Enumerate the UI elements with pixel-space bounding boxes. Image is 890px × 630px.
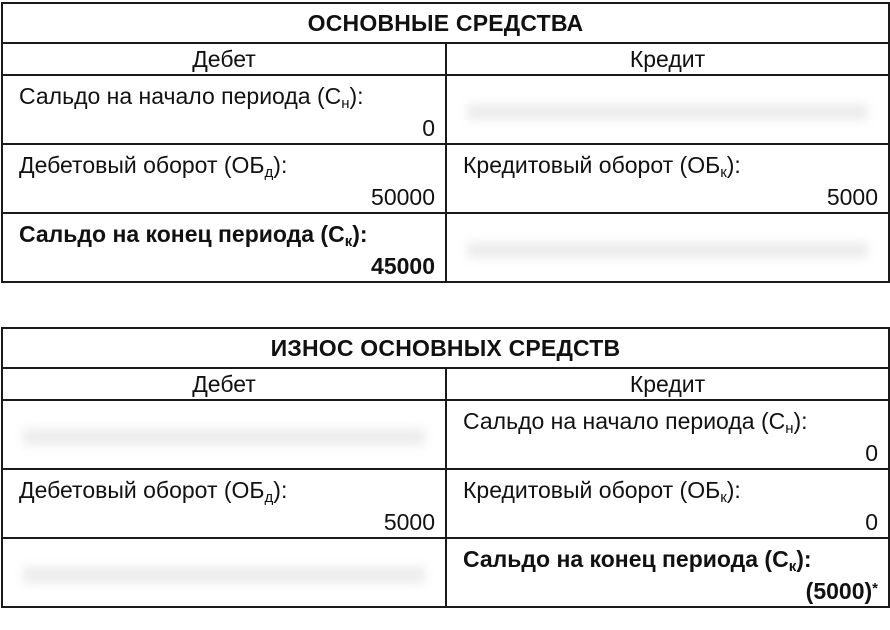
blurred-content xyxy=(467,104,868,120)
credit-turnover-label xyxy=(447,470,888,504)
opening-balance-label-suffix: ): xyxy=(793,408,808,434)
debit-closing-balance-cell xyxy=(2,213,446,282)
opening-balance-label xyxy=(3,76,445,110)
debit-turnover-cell xyxy=(2,144,446,213)
closing-balance-subscript: к xyxy=(788,558,797,575)
debit-turnover-value: 5000 xyxy=(383,509,435,535)
opening-balance-subscript: н xyxy=(785,420,794,437)
closing-balance-label-text: Сальдо на конец периода (С xyxy=(19,221,345,247)
credit-opening-balance-cell xyxy=(446,400,889,469)
closing-balance-label-suffix: ): xyxy=(352,221,368,247)
credit-turnover-value: 0 xyxy=(865,509,878,535)
credit-blank-cell xyxy=(446,213,889,282)
credit-turnover-subscript: к xyxy=(720,489,727,506)
debit-turnover-label-text: Дебетовый оборот (ОБ xyxy=(19,152,265,178)
credit-turnover-cell xyxy=(446,469,889,538)
credit-turnover-cell xyxy=(446,144,889,213)
debit-header: Дебет xyxy=(2,368,446,400)
closing-balance-label-suffix: ): xyxy=(796,546,812,572)
opening-balance-label-suffix: ): xyxy=(349,83,364,109)
credit-blank-cell xyxy=(446,75,889,144)
blurred-content xyxy=(467,242,868,258)
closing-balance-label-text: Сальдо на конец периода (С xyxy=(463,546,789,572)
credit-header: Кредит xyxy=(446,368,889,400)
debit-header: Дебет xyxy=(2,43,446,75)
credit-turnover-subscript: к xyxy=(720,164,727,181)
closing-balance-subscript: к xyxy=(344,233,353,250)
opening-balance-value: 0 xyxy=(865,440,878,466)
closing-balance-amount: (5000) xyxy=(805,578,873,604)
closing-balance-label xyxy=(447,539,888,573)
credit-turnover-label-text: Кредитовый оборот (ОБ xyxy=(463,477,721,503)
debit-turnover-label xyxy=(3,145,445,179)
blurred-content xyxy=(23,567,425,583)
opening-balance-label xyxy=(447,401,888,435)
credit-turnover-label-text: Кредитовый оборот (ОБ xyxy=(463,152,721,178)
debit-turnover-label-suffix: ): xyxy=(273,477,288,503)
debit-blank-cell xyxy=(2,400,446,469)
account-title: ИЗНОС ОСНОВНЫХ СРЕДСТВ xyxy=(2,328,889,368)
debit-turnover-label-suffix: ): xyxy=(273,152,288,178)
debit-turnover-cell xyxy=(2,469,446,538)
opening-balance-value: 0 xyxy=(422,115,435,141)
blurred-content xyxy=(23,429,425,445)
credit-turnover-label xyxy=(447,145,888,179)
debit-turnover-label xyxy=(3,470,445,504)
closing-balance-value: 45000 xyxy=(371,253,435,279)
footnote-asterisk: * xyxy=(872,580,878,597)
debit-turnover-subscript: д xyxy=(264,489,274,506)
debit-turnover-subscript: д xyxy=(264,164,274,181)
account-title: ОСНОВНЫЕ СРЕДСТВА xyxy=(2,3,889,43)
credit-turnover-label-suffix: ): xyxy=(726,152,741,178)
opening-balance-subscript: н xyxy=(341,95,350,112)
debit-blank-cell xyxy=(2,538,446,607)
depreciation-t-account xyxy=(1,327,890,608)
closing-balance-label xyxy=(3,214,445,248)
closing-balance-value xyxy=(447,573,888,605)
debit-turnover-label-text: Дебетовый оборот (ОБ xyxy=(19,477,265,503)
debit-turnover-value: 50000 xyxy=(371,184,435,210)
credit-header: Кредит xyxy=(446,43,889,75)
opening-balance-label-text: Сальдо на начало периода (С xyxy=(19,83,342,109)
debit-opening-balance-cell xyxy=(2,75,446,144)
credit-closing-balance-cell xyxy=(446,538,889,607)
fixed-assets-t-account xyxy=(1,2,890,283)
credit-turnover-value: 5000 xyxy=(826,184,878,210)
credit-turnover-label-suffix: ): xyxy=(726,477,741,503)
opening-balance-label-text: Сальдо на начало периода (С xyxy=(463,408,786,434)
